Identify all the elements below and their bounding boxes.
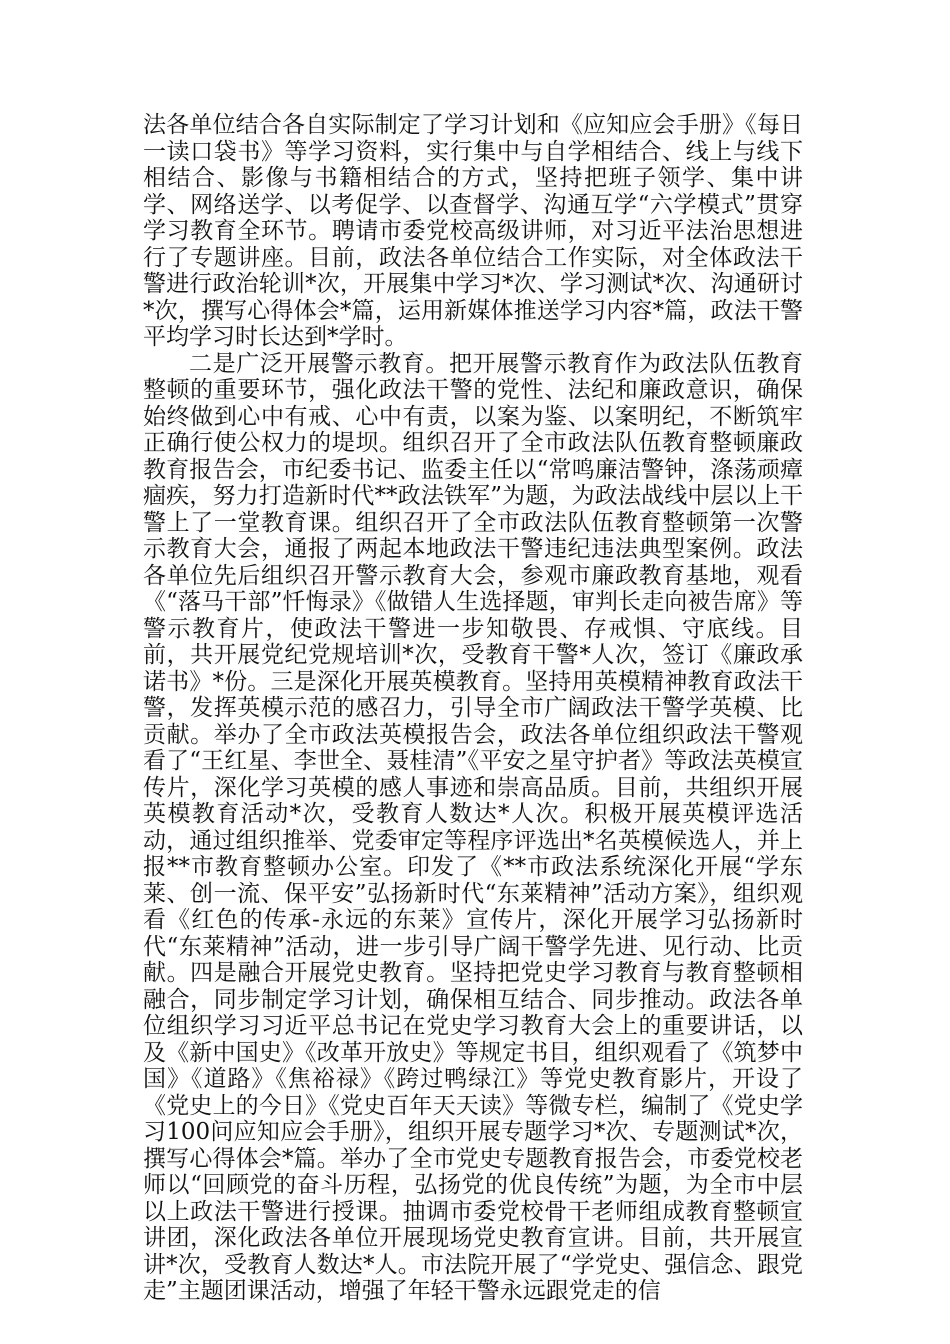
paragraph-2: 二是广泛开展警示教育。把开展警示教育作为政法队伍教育整顿的重要环节，强化政法干警的党性、法纪和廉政意识，确保始终做到心中有戒、心中有责，以案为鉴、以案明纪，不断筑牢正确行使公权力的堤坝。组织召开了全市政法队伍教育整顿廉政教育报告会，市纪委书记、监委主任以“常鸣廉洁警钟，涤荡顽瘴痼疾，努力打造新时代**政法铁军”为题，为政法战线中层以上干警上了一堂教育课。组织召开了全市政法队伍教育整顿第一次警示教育大会，通报了两起本地政法干警违纪违法典型案例。政法各单位先后组织召开警示教育大会，参观市廉政教育基地，观看《“落马干部”忏悔录》《做错人生选择题，审判长走向被告席》等警示教育片，使政法干警进一步知敬畏、存戒惧、守底线。目前，共开展党纪党规培训*次，受教育干警*人次，签订《廉政承诺书》*份。三是深化开展英模教育。坚持用英模精神教育政法干警，发挥英模示范的感召力，引导全市广阔政法干警学英模、比贡献。举办了全市政法英模报告会，政法各单位组织政法干警观看了“王红星、李世全、聂桂清”《平安之星守护者》等政法英模宣传片，深化学习英模的感人事迹和崇高品质。目前，共组织开展英模教育活动*次，受教育人数达*人次。积极开展英模评选活动，通过组织推举、党委审定等程序评选出*名英模候选人，并上报**市教育整顿办公室。印发了《**市政法系统深化开展“学东莱、创一流、保平安”弘扬新时代“东莱精神”活动方案》，组织观看《红色的传承-永远的东莱》宣传片，深化开展学习弘扬新时代“东莱精神”活动，进一步引导广阔干警学先进、见行动、比贡献。四是融合开展党史教育。坚持把党史学习教育与教育整顿相融合，同步制定学习计划，确保相互结合、同步推动。政法各单位组织学习习近平总书记在党史学习教育大会上的重要讲话，以及《新中国史》《改革开放史》等规定书目，组织观看了《筑梦中国》《道路》《焦裕禄》《跨过鸭绿江》等党史教育影片，开设了《党史上的今日》《党史百年天天读》等微专栏，编制了《党史学习100问应知应会手册》，组织开展专题学习*次、专题测试*次，撰写心得体会*篇。举办了全市党史专题教育报告会，市委党校老师以“回顾党的奋斗历程，弘扬党的优良传统”为题，为全市中层以上政法干警进行授课。抽调市委党校骨干老师组成教育整顿宣讲团，深化政法各单位开展现场党史教育宣讲。目前，共开展宣讲*次，受教育人数达*人。市法院开展了“学党史、强信念、跟党走”主题团课活动，增强了年轻干警永远跟党走的信 [143, 350, 803, 1304]
paragraph-1: 法各单位结合各自实际制定了学习计划和《应知应会手册》《每日一读口袋书》等学习资料，实行集中与自学相结合、线上与线下相结合、影像与书籍相结合的方式，坚持把班子领学、集中讲学、网络送学、以考促学、以查督学、沟通互学“六学模式”贯穿学习教育全环节。聘请市委党校高级讲师，对习近平法治思想进行了专题讲座。目前，政法各单位结合工作实际，对全体政法干警进行政治轮训*次，开展集中学习*次、学习测试*次、沟通研讨*次，撰写心得体会*篇，运用新媒体推送学习内容*篇，政法干警平均学习时长达到*学时。 [143, 112, 803, 350]
document-body [143, 112, 803, 1305]
